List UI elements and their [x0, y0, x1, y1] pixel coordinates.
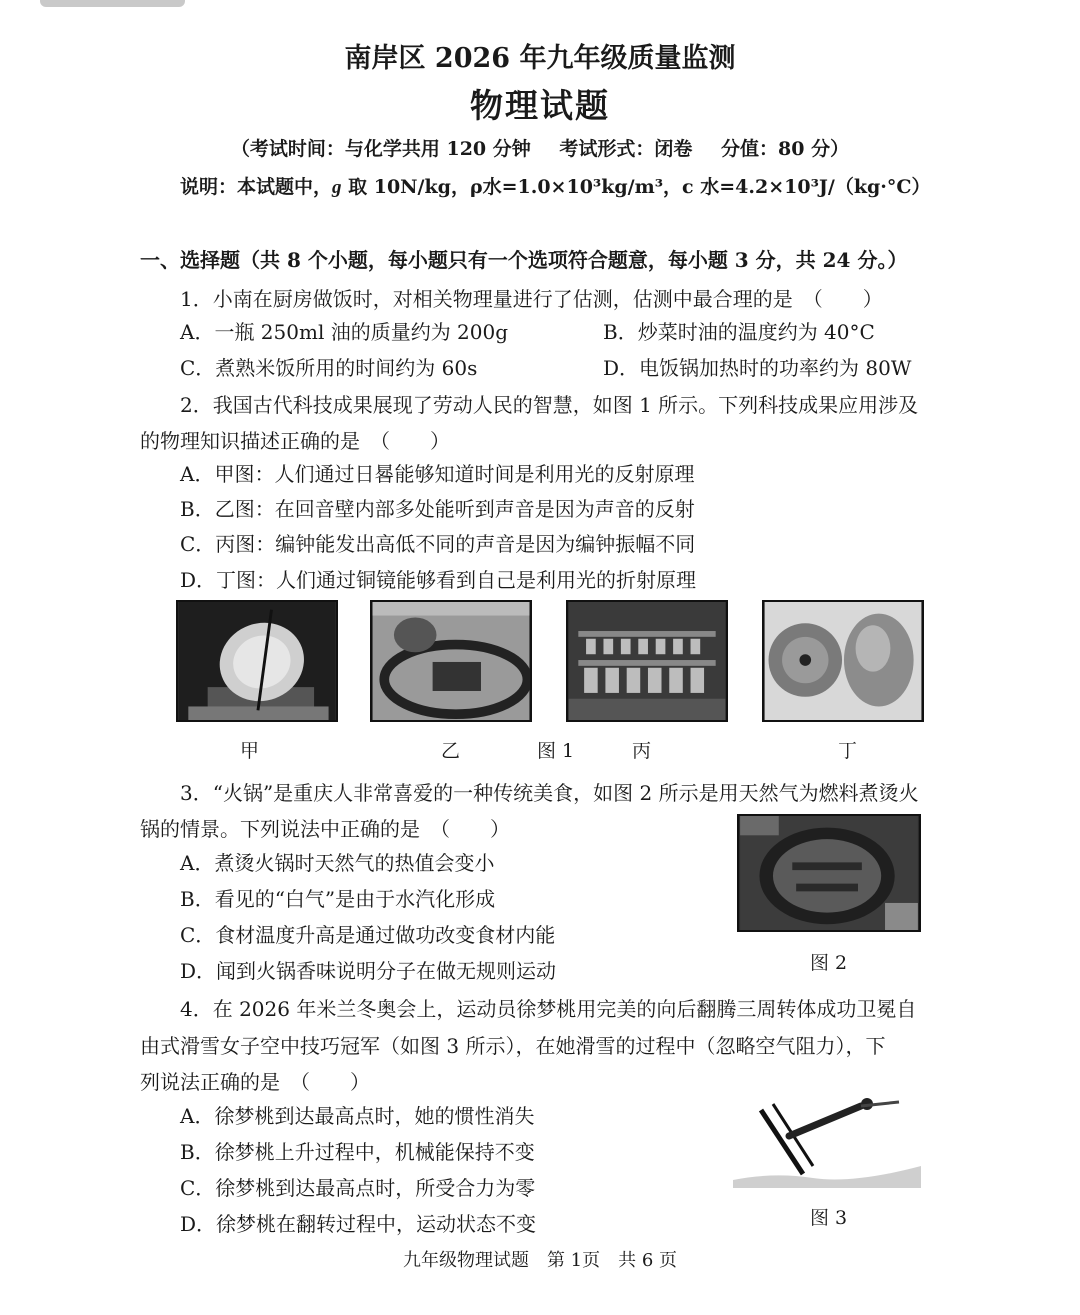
- exam-score: 分值：80 分）: [721, 138, 850, 160]
- q2-option-a: A．甲图：人们通过日晷能够知道时间是利用光的反射原理: [180, 462, 695, 486]
- q3-stem-line1: 3．“火锅”是重庆人非常喜爱的一种传统美食，如图 2 所示是用天然气为燃料煮烫火: [180, 781, 919, 805]
- sundial-image: [178, 602, 336, 720]
- q4-option-c: C．徐梦桃到达最高点时，所受合力为零: [180, 1176, 536, 1200]
- fig1-caption: 图 1: [537, 740, 575, 762]
- fig1-label-ding: 丁: [838, 740, 858, 762]
- q2-option-d: D．丁图：人们通过铜镜能够看到自己是利用光的折射原理: [180, 568, 697, 592]
- exam-form: 考试形式：闭卷: [559, 138, 693, 160]
- q3-option-a: A．煮烫火锅时天然气的热值会变小: [180, 851, 495, 875]
- fig1-bronze-mirror-photo: [762, 600, 924, 722]
- skier-image: [733, 1088, 921, 1188]
- q2-option-b: B．乙图：在回音壁内部多处能听到声音是因为声音的反射: [180, 497, 695, 521]
- exam-info: [0, 134, 1080, 161]
- q2-stem-line1: 2．我国古代科技成果展现了劳动人民的智慧，如图 1 所示。下列科技成果应用涉及: [180, 393, 919, 417]
- q2-stem-line2: 的物理知识描述正确的是 （ ）: [140, 429, 450, 453]
- q4-stem-line1: 4．在 2026 年米兰冬奥会上，运动员徐梦桃用完美的向后翻腾三周转体成功卫冕自: [180, 997, 917, 1021]
- q1-option-d: D．电饭锅加热时的功率约为 80W: [603, 356, 912, 380]
- fig1-label-yi: 乙: [441, 740, 461, 762]
- note-prefix: 说明：本试题中，: [180, 176, 333, 198]
- page-footer: 九年级物理试题 第 1页 共 6 页: [402, 1250, 678, 1271]
- q4-option-d: D．徐梦桃在翻转过程中，运动状态不变: [180, 1212, 537, 1236]
- q1-stem: 1．小南在厨房做饭时，对相关物理量进行了估测，估测中最合理的是 （ ）: [180, 287, 883, 311]
- fig1-label-jia: 甲: [240, 740, 260, 762]
- q1-option-a: A．一瓶 250ml 油的质量约为 200g: [180, 320, 509, 344]
- exam-title: 南岸区 2026 年九年级质量监测: [344, 43, 736, 74]
- bronze-mirror-image: [764, 602, 922, 720]
- fig1-label-bing: 丙: [632, 740, 652, 762]
- exam-note: [180, 172, 931, 199]
- note-constants: 取 10N/kg，ρ水=1.0×10³kg/m³，c 水=4.2×10³J/（kg·°C）: [341, 176, 931, 198]
- q1-option-c: C．煮熟米饭所用的时间约为 60s: [180, 356, 478, 380]
- q4-option-a: A．徐梦桃到达最高点时，她的惯性消失: [180, 1104, 535, 1128]
- q3-stem-line2: 锅的情景。下列说法中正确的是 （ ）: [140, 817, 510, 841]
- q2-option-c: C．丙图：编钟能发出高低不同的声音是因为编钟振幅不同: [180, 532, 696, 556]
- echo-wall-image: [372, 602, 530, 720]
- q3-option-b: B．看见的“白气”是由于水汽化形成: [180, 887, 496, 911]
- q3-option-c: C．食材温度升高是通过做功改变食材内能: [180, 923, 556, 947]
- fig1-sundial-photo: [176, 600, 338, 722]
- q3-option-d: D．闻到火锅香味说明分子在做无规则运动: [180, 959, 557, 983]
- exam-time: （考试时间：与化学共用 120 分钟: [230, 138, 531, 160]
- fig3-skier-photo: [733, 1088, 921, 1188]
- fig2-caption: 图 2: [810, 952, 848, 974]
- q4-stem-line2: 由式滑雪女子空中技巧冠军（如图 3 所示），在她滑雪的过程中（忽略空气阻力），下: [140, 1034, 886, 1058]
- q1-option-b: B．炒菜时油的温度约为 40°C: [603, 320, 875, 344]
- top-scroll-tab: [40, 0, 185, 7]
- hotpot-image: [739, 816, 919, 930]
- q4-stem-line3: 列说法正确的是 （ ）: [140, 1070, 370, 1094]
- section-heading: 一、选择题（共 8 个小题，每小题只有一个选项符合题意，每小题 3 分，共 24 分。）: [140, 248, 908, 272]
- chime-bells-image: [568, 602, 726, 720]
- subject-title: 物理试题: [470, 86, 610, 125]
- fig1-chime-bells-photo: [566, 600, 728, 722]
- q4-option-b: B．徐梦桃上升过程中，机械能保持不变: [180, 1140, 535, 1164]
- note-g-symbol: g: [332, 177, 342, 198]
- fig1-echo-wall-photo: [370, 600, 532, 722]
- fig2-hotpot-photo: [737, 814, 921, 932]
- fig3-caption: 图 3: [810, 1207, 848, 1229]
